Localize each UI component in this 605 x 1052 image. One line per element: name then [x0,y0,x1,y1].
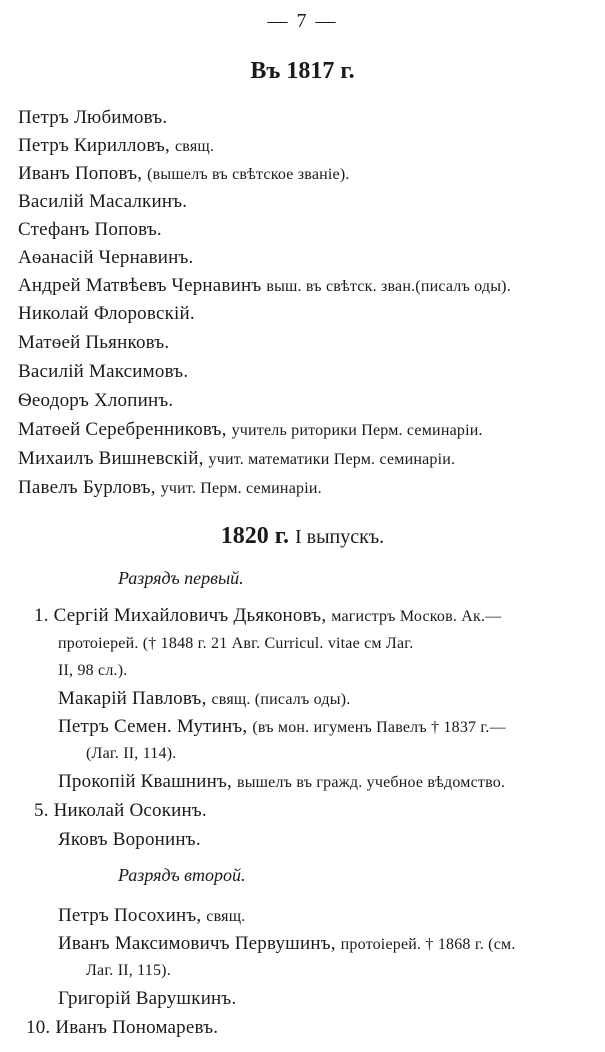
section-title-1820: 1820 г. I выпускъ. [220,523,385,549]
list-item: Ѳеодоръ Хлопинъ. [18,390,174,411]
list-item: Николай Флоровскій. [18,303,195,324]
list-item: Стефанъ Поповъ. [18,219,162,240]
rank-title-first: Разрядъ первый. [118,568,244,588]
list-item: Яковъ Воронинъ. [58,829,201,850]
list-item-continuation: (Лаг. II, 114). [86,745,177,762]
list-item: Иванъ Поповъ, (вышелъ въ свѣтское званіе). [18,163,350,184]
list-item: Петръ Посохинъ, свящ. [58,905,246,926]
list-item: Петръ Кирилловъ, свящ. [18,135,215,156]
list-item: Макарій Павловъ, свящ. (писалъ оды). [58,688,351,709]
list-item: Григорій Варушкинъ. [58,988,237,1009]
rank-title-second: Разрядъ второй. [118,865,246,885]
list-item: Иванъ Максимовичъ Первушинъ, протоіерей. † 1868 г. (см. [58,933,516,954]
list-item: Андрей Матвѣевъ Чернавинъ выш. въ свѣтск. зван.(писалъ оды). [18,275,511,296]
list-item: Павелъ Бурловъ, учит. Перм. семинаріи. [18,477,322,498]
list-item: Матѳей Пьянковъ. [18,332,170,353]
list-item: Матѳей Серебренниковъ, учитель риторики Перм. семинаріи. [18,419,483,440]
list-item: Михаилъ Вишневскій, учит. математики Перм. семинаріи. [18,448,456,469]
list-item: Василій Масалкинъ. [18,191,188,212]
list-item: Петръ Семен. Мутинъ, (въ мон. игуменъ Павелъ † 1837 г.— [58,716,506,737]
list-item: 10. Иванъ Пономаревъ. [26,1017,219,1038]
list-item: Василій Максимовъ. [18,361,189,382]
list-item: 5. Николай Осокинъ. [34,800,207,821]
list-item-continuation: II, 98 сл.). [58,662,128,679]
list-item-continuation: Лаг. II, 115). [86,962,171,979]
list-item: Аѳанасій Чернавинъ. [18,247,194,268]
list-item: Петръ Любимовъ. [18,107,168,128]
list-item-continuation: протоіерей. († 1848 г. 21 Авг. Curricul. vitae см Лаг. [58,635,414,652]
page-number: — 7 — [267,10,338,32]
list-item: 1. Сергій Михайловичъ Дьяконовъ, магистръ Москов. Ак.— [34,605,502,626]
section-title-1817: Въ 1817 г. [250,58,355,84]
list-item: Прокопій Квашнинъ, вышелъ въ гражд. учебное вѣдомство. [58,771,506,792]
